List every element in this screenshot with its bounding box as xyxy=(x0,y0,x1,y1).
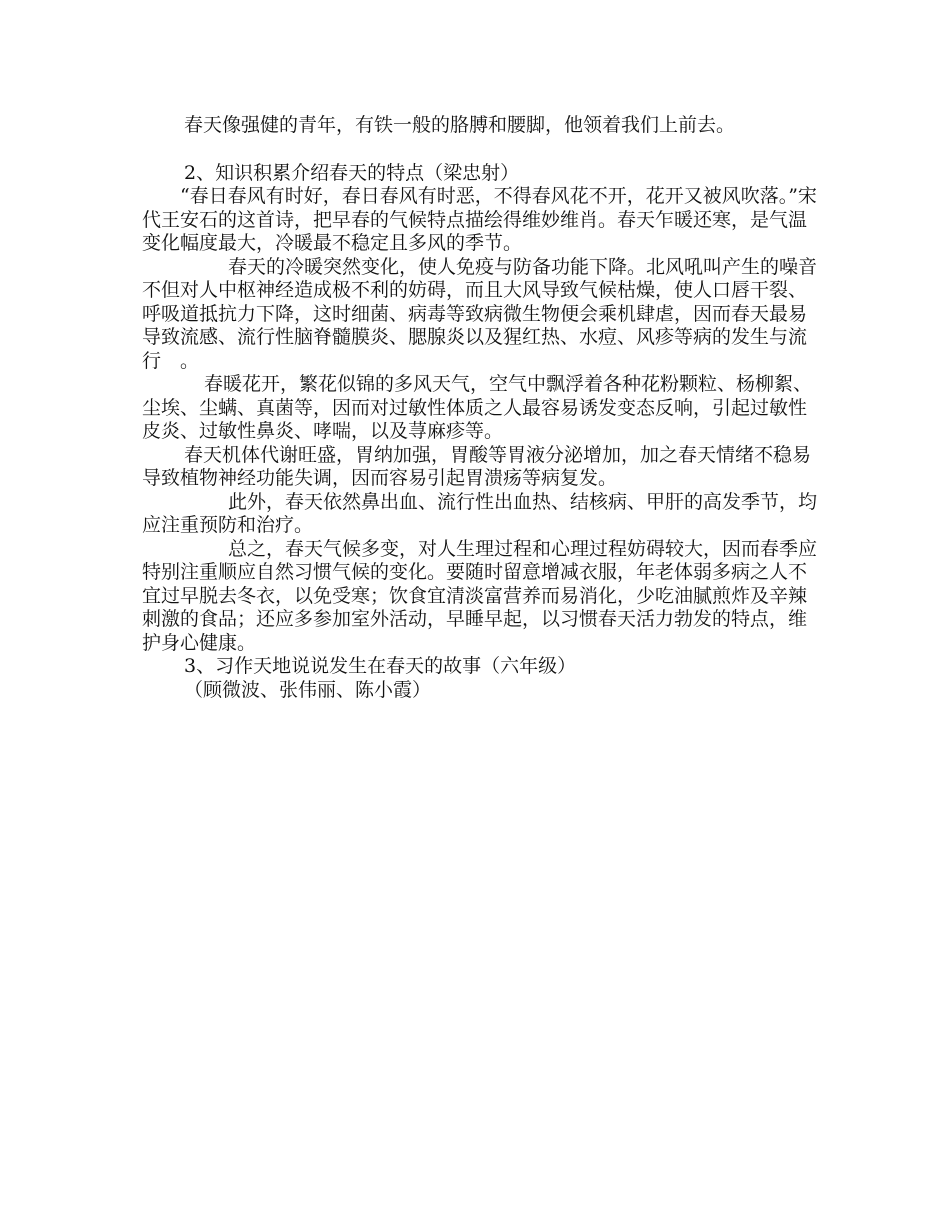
paragraph-pollen-allergy: 春暖花开，繁花似锦的多风天气，空气中飘浮着各种花粉颗粒、杨柳絮、尘埃、尘螨、真菌等，因而对过敏性体质之人最容易诱发变态反响，引起过敏性皮炎、过敏性鼻炎、哮喘，以及荨麻疹等。 xyxy=(142,373,813,442)
section-heading-writing: 3、习作天地说说发生在春天的故事（六年级） xyxy=(184,655,577,677)
paragraph-spring-youth: 春天像强健的青年，有铁一般的胳膊和腰脚，他领着我们上前去。 xyxy=(184,114,736,136)
authors-line: （顾微波、张伟丽、陈小霞） xyxy=(184,678,432,701)
paragraph-poem-intro: “春日春风有时好，春日春风有时恶，不得春风花不开，花开又被风吹落。”宋代王安石的这首诗，把早春的气候特点描绘得维妙维肖。春天乍暖还寒，是气温变化幅度最大，冷暖最不稳定且多风的季节。 xyxy=(142,185,817,254)
document-body xyxy=(142,114,817,702)
paragraph-temperature-change: 春天的冷暖突然变化，使人免疫与防备功能下降。北风吼叫产生的噪音不但对人中枢神经造成极不利的妨碍，而且大风导致气候枯燥，使人口唇干裂、呼吸道抵抗力下降，这时细菌、病毒等致病微生物便会乘机肆虐，因而春天最易导致流感、流行性脑脊髓膜炎、腮腺炎以及猩红热、水痘、风疹等病的发生与流行 。 xyxy=(142,255,818,372)
paragraph-summary: 总之，春天气候多变，对人生理过程和心理过程妨碍较大，因而春季应特别注重顺应自然习惯气候的变化。要随时留意增减衣服，年老体弱多病之人不宜过早脱去冬衣，以免受寒；饮食宜清淡富营养而易消化，少吃油腻煎炸及辛辣刺激的食品；还应多参加室外活动，早睡早起，以习惯春天活力勃发的特点，维护身心健康。 xyxy=(142,537,818,654)
paragraph-gap xyxy=(142,138,817,162)
paragraph-other-diseases: 此外，春天依然鼻出血、流行性出血热、结核病、甲肝的高发季节，均应注重预防和治疗。 xyxy=(142,490,818,536)
section-heading-spring-features: 2、知识积累介绍春天的特点（梁忠射） xyxy=(184,161,520,184)
paragraph-metabolism: 春天机体代谢旺盛，胃纳加强，胃酸等胃液分泌增加，加之春天情绪不稳易导致植物神经功能失调，因而容易引起胃溃疡等病复发。 xyxy=(142,443,812,489)
